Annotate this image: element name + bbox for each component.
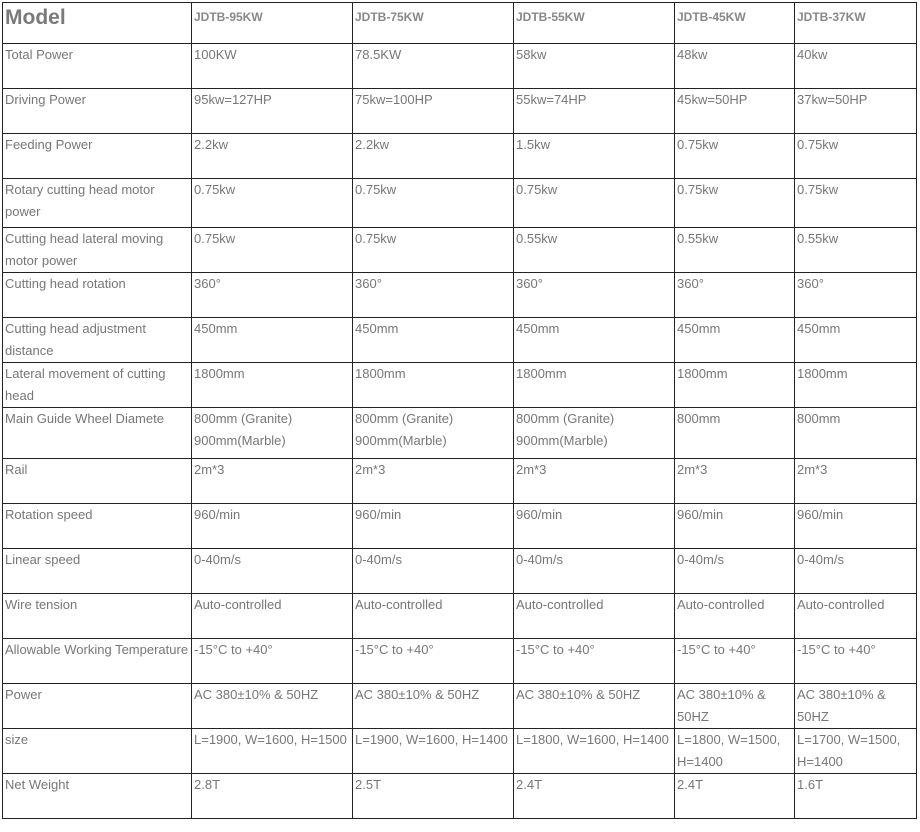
table-row xyxy=(3,549,917,594)
table-cell: 1800mm xyxy=(353,363,514,408)
table-cell: 58kw xyxy=(514,44,675,89)
header-model: Model xyxy=(3,3,192,44)
table-cell: 800mm xyxy=(675,408,795,459)
table-cell: 0.75kw xyxy=(353,179,514,228)
row-label: Cutting head rotation xyxy=(3,273,192,318)
table-cell: 360° xyxy=(353,273,514,318)
table-cell: 100KW xyxy=(192,44,353,89)
table-row xyxy=(3,228,917,273)
table-cell: -15°C to +40° xyxy=(192,639,353,684)
table-row xyxy=(3,774,917,819)
table-row xyxy=(3,408,917,459)
table-cell: 45kw=50HP xyxy=(675,89,795,134)
table-cell: L=1900, W=1600, H=1400 xyxy=(353,729,514,774)
table-cell: -15°C to +40° xyxy=(795,639,917,684)
table-cell: L=1800, W=1500, H=1400 xyxy=(675,729,795,774)
row-label: Feeding Power xyxy=(3,134,192,179)
table-cell: 2m*3 xyxy=(795,459,917,504)
table-cell: 0.75kw xyxy=(192,228,353,273)
table-row xyxy=(3,44,917,89)
table-cell: 360° xyxy=(795,273,917,318)
table-cell: 1800mm xyxy=(514,363,675,408)
table-cell: 0.55kw xyxy=(795,228,917,273)
table-cell: -15°C to +40° xyxy=(675,639,795,684)
row-label: Power xyxy=(3,684,192,729)
table-cell: 0-40m/s xyxy=(795,549,917,594)
table-cell: 0.75kw xyxy=(514,179,675,228)
table-cell: 2m*3 xyxy=(675,459,795,504)
table-cell: 75kw=100HP xyxy=(353,89,514,134)
table-cell: 450mm xyxy=(795,318,917,363)
table-cell: 800mm (Granite) 900mm(Marble) xyxy=(192,408,353,459)
table-cell: AC 380±10% & 50HZ xyxy=(795,684,917,729)
table-cell: 0.55kw xyxy=(514,228,675,273)
table-cell: 0-40m/s xyxy=(192,549,353,594)
table-cell: 2.4T xyxy=(514,774,675,819)
table-cell: 2m*3 xyxy=(192,459,353,504)
table-header-row xyxy=(3,3,917,44)
header-jdtb-37kw: JDTB-37KW xyxy=(795,3,917,44)
row-label: Wire tension xyxy=(3,594,192,639)
table-cell: -15°C to +40° xyxy=(514,639,675,684)
table-cell: 55kw=74HP xyxy=(514,89,675,134)
table-cell: 450mm xyxy=(353,318,514,363)
table-cell: L=1700, W=1500, H=1400 xyxy=(795,729,917,774)
table-cell: 800mm (Granite) 900mm(Marble) xyxy=(514,408,675,459)
table-cell: 1800mm xyxy=(795,363,917,408)
row-label: Main Guide Wheel Diamete xyxy=(3,408,192,459)
table-cell: Auto-controlled xyxy=(675,594,795,639)
table-cell: 450mm xyxy=(675,318,795,363)
table-cell: Auto-controlled xyxy=(192,594,353,639)
table-cell: 960/min xyxy=(192,504,353,549)
table-cell: 1800mm xyxy=(192,363,353,408)
table-row xyxy=(3,134,917,179)
table-row xyxy=(3,459,917,504)
table-cell: 0.75kw xyxy=(675,179,795,228)
row-label: Lateral movement of cutting head xyxy=(3,363,192,408)
table-cell: 450mm xyxy=(514,318,675,363)
table-cell: 360° xyxy=(192,273,353,318)
table-cell: 0.75kw xyxy=(353,228,514,273)
table-cell: Auto-controlled xyxy=(514,594,675,639)
table-cell: 40kw xyxy=(795,44,917,89)
header-jdtb-75kw: JDTB-75KW xyxy=(353,3,514,44)
row-label: size xyxy=(3,729,192,774)
table-row xyxy=(3,89,917,134)
table-cell: 800mm (Granite) 900mm(Marble) xyxy=(353,408,514,459)
header-jdtb-95kw: JDTB-95KW xyxy=(192,3,353,44)
table-cell: 0.75kw xyxy=(795,134,917,179)
table-row xyxy=(3,504,917,549)
spec-table xyxy=(2,2,917,819)
row-label: Cutting head lateral moving motor power xyxy=(3,228,192,273)
table-row xyxy=(3,729,917,774)
table-cell: 37kw=50HP xyxy=(795,89,917,134)
row-label: Rotary cutting head motor power xyxy=(3,179,192,228)
table-cell: 360° xyxy=(675,273,795,318)
table-cell: AC 380±10% & 50HZ xyxy=(514,684,675,729)
table-cell: 1.5kw xyxy=(514,134,675,179)
row-label: Linear speed xyxy=(3,549,192,594)
table-cell: L=1800, W=1600, H=1400 xyxy=(514,729,675,774)
table-row xyxy=(3,318,917,363)
table-row xyxy=(3,639,917,684)
table-cell: 360° xyxy=(514,273,675,318)
row-label: Total Power xyxy=(3,44,192,89)
table-cell: 48kw xyxy=(675,44,795,89)
table-cell: 2m*3 xyxy=(353,459,514,504)
row-label: Driving Power xyxy=(3,89,192,134)
table-cell: 960/min xyxy=(795,504,917,549)
row-label: Rotation speed xyxy=(3,504,192,549)
row-label: Cutting head adjustment distance xyxy=(3,318,192,363)
table-row xyxy=(3,684,917,729)
table-cell: 960/min xyxy=(514,504,675,549)
table-cell: 1.6T xyxy=(795,774,917,819)
table-cell: 0-40m/s xyxy=(675,549,795,594)
table-cell: 2.2kw xyxy=(192,134,353,179)
table-cell: 960/min xyxy=(353,504,514,549)
table-cell: 2.4T xyxy=(675,774,795,819)
table-cell: L=1900, W=1600, H=1500 xyxy=(192,729,353,774)
table-cell: -15°C to +40° xyxy=(353,639,514,684)
table-cell: AC 380±10% & 50HZ xyxy=(675,684,795,729)
table-cell: 2.8T xyxy=(192,774,353,819)
table-cell: 95kw=127HP xyxy=(192,89,353,134)
table-cell: 2m*3 xyxy=(514,459,675,504)
table-cell: 78.5KW xyxy=(353,44,514,89)
table-cell: 800mm xyxy=(795,408,917,459)
table-cell: 0.75kw xyxy=(795,179,917,228)
table-row xyxy=(3,594,917,639)
table-cell: 2.5T xyxy=(353,774,514,819)
table-row xyxy=(3,179,917,228)
table-cell: 960/min xyxy=(675,504,795,549)
header-jdtb-55kw: JDTB-55KW xyxy=(514,3,675,44)
header-jdtb-45kw: JDTB-45KW xyxy=(675,3,795,44)
table-row xyxy=(3,363,917,408)
table-cell: 2.2kw xyxy=(353,134,514,179)
row-label: Net Weight xyxy=(3,774,192,819)
table-cell: 0.75kw xyxy=(675,134,795,179)
table-cell: 0-40m/s xyxy=(514,549,675,594)
table-row xyxy=(3,273,917,318)
row-label: Allowable Working Temperature xyxy=(3,639,192,684)
table-cell: Auto-controlled xyxy=(795,594,917,639)
table-cell: AC 380±10% & 50HZ xyxy=(353,684,514,729)
table-cell: AC 380±10% & 50HZ xyxy=(192,684,353,729)
table-cell: 0-40m/s xyxy=(353,549,514,594)
table-cell: 1800mm xyxy=(675,363,795,408)
table-cell: 0.55kw xyxy=(675,228,795,273)
row-label: Rail xyxy=(3,459,192,504)
table-cell: 450mm xyxy=(192,318,353,363)
table-cell: Auto-controlled xyxy=(353,594,514,639)
table-cell: 0.75kw xyxy=(192,179,353,228)
